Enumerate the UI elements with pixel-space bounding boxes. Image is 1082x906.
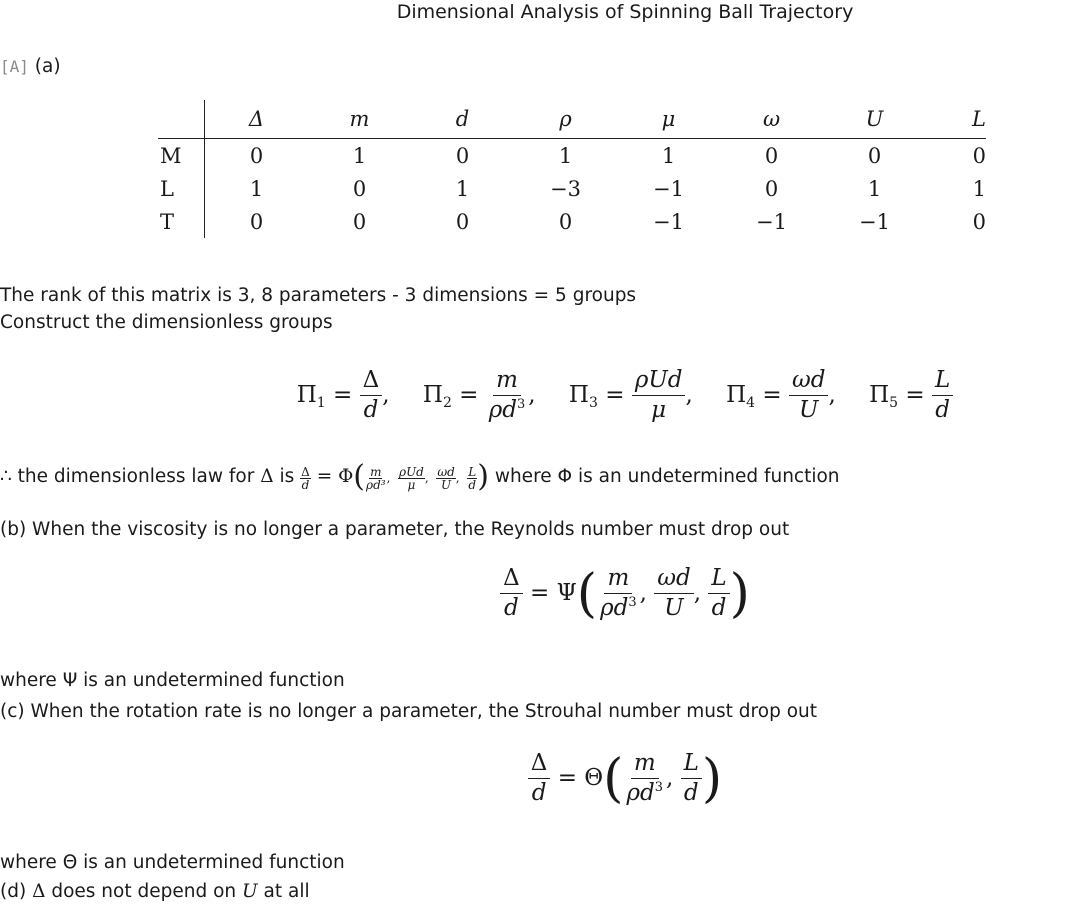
matrix-cell: −1 [653,209,684,234]
matrix-col-header: μ [617,100,720,139]
matrix-cell: −1 [653,176,684,201]
part-a-heading [0,55,61,79]
law-prefix: ∴ the dimensionless law for [0,466,255,487]
matrix-cell: 0 [352,176,367,201]
matrix-row-label: M [158,139,205,173]
matrix-col-header: m [308,100,411,139]
part-c-label: (c) When the rotation rate is no longer a parameter, the Strouhal number must drop out [0,701,817,722]
matrix-row [158,139,986,173]
page-title: Dimensional Analysis of Spinning Ball Trajectory [396,1,854,23]
rank-statement: The rank of this matrix is 3, 8 parameters - 3 dimensions = 5 groups [0,285,637,306]
matrix-cell: 1 [352,143,367,168]
matrix-cell: 0 [455,209,470,234]
law-is: is [279,466,295,487]
matrix-cell: −1 [859,209,890,234]
matrix-cell: 1 [661,143,676,168]
answer-tag: [A] [0,57,29,76]
law-suffix: where Φ is an undetermined function [494,466,840,487]
matrix-row-label: T [158,205,205,238]
part-b-where: where Ψ is an undetermined function [0,670,345,691]
matrix-cell: 1 [558,143,573,168]
matrix-col-header: L [926,100,986,139]
matrix-cell: 0 [972,209,986,234]
part-c-where: where Θ is an undetermined function [0,852,345,873]
matrix-cell: 0 [972,143,986,168]
matrix-row-label: L [158,172,205,205]
matrix-cell: 0 [352,209,367,234]
dimensional-matrix [158,100,986,238]
matrix-header-row [158,100,986,139]
matrix-cell: 0 [764,176,779,201]
matrix-row [158,172,986,205]
matrix-cell: 0 [455,143,470,168]
matrix-col-header: Δ [205,100,309,139]
part-d-prefix: (d) [0,881,27,902]
matrix-col-header: ρ [514,100,617,139]
part-d-suffix: at all [263,881,310,902]
matrix-cell: 0 [249,143,264,168]
part-d-statement: (d) Δ does not depend on U at all [0,881,310,902]
matrix-corner [158,100,205,139]
dimensionless-law: ∴ the dimensionless law for Δ is $\frac{\Delta}{d}$ = Φ( $\frac{m}{\text{ρd³}}$ , $\frac{\text{ρUd}}{\mu}$ , $\frac{\omega d}{U}$ , $\frac{L}{d}$ ) where Φ is an undetermined function [0,459,840,494]
matrix-cell: 1 [455,176,470,201]
matrix-cell: −3 [550,176,581,201]
matrix-cell: 0 [867,143,882,168]
part-d-middle: does not depend on [51,881,237,902]
matrix-cell: 0 [764,143,779,168]
part-b-label: (b) When the viscosity is no longer a parameter, the Reynolds number must drop out [0,519,790,540]
matrix-cell: −1 [756,209,787,234]
part-b-equation: $\frac{\Delta}{d}$ = Ψ( $\frac{m}{\rho d^3}$ , $\frac{\omega d}{U}$ , $\frac{L}{d}$ ) [0,566,1082,622]
matrix-cell: 1 [972,176,986,201]
matrix-cell: 1 [867,176,882,201]
matrix-col-header: ω [720,100,823,139]
matrix-col-header: U [823,100,926,139]
matrix-row [158,205,986,238]
matrix-cell: 1 [249,176,264,201]
matrix-cell: 0 [558,209,573,234]
pi-groups-equation: $\Pi_1$ = $\frac{\Delta}{d}$ , $\Pi_2$ = $\frac{m}{\rho d^3}$ , $\Pi_3$ = $\frac{\text{ρUd}}{\mu}$ , $\Pi_4$ = $\frac{\omega d}{U}$ , $\Pi_5$ = $\frac{L}{d}$ [0,368,1082,424]
construct-statement: Construct the dimensionless groups [0,312,333,333]
part-a-label: (a) [34,56,61,77]
part-c-equation: $\frac{\Delta}{d}$ = Θ( $\frac{m}{\rho d^3}$ , $\frac{L}{d}$ ) [0,751,1082,807]
matrix-col-header: d [411,100,514,139]
matrix-cell: 0 [249,209,264,234]
